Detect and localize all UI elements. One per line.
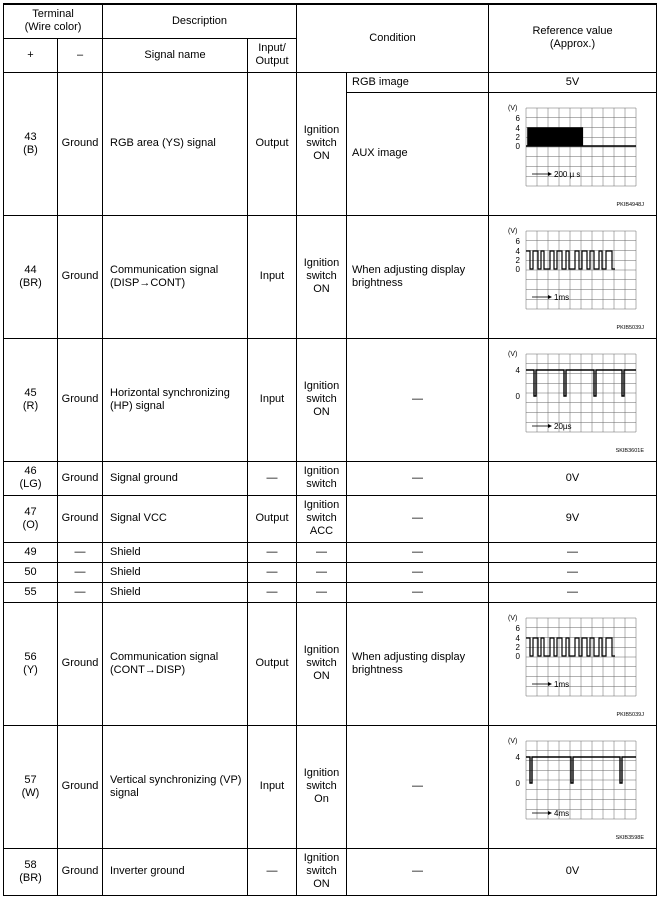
reference-waveform-cell bbox=[489, 338, 657, 461]
minus-cell: Ground bbox=[58, 495, 103, 542]
io-cell: — bbox=[248, 542, 297, 562]
terminal-cell bbox=[4, 215, 58, 338]
volt-tick-label: 0 bbox=[515, 391, 520, 401]
terminal-cell bbox=[4, 602, 58, 725]
reference-label: Reference value bbox=[532, 25, 613, 38]
terminal-number: 45 bbox=[24, 386, 37, 399]
terminal-cell bbox=[4, 582, 58, 602]
ignition-condition-cell: — bbox=[297, 582, 347, 602]
condition-cell: — bbox=[347, 725, 489, 848]
reference-value-cell: 0V bbox=[489, 848, 657, 895]
volt-unit-label: (V) bbox=[507, 227, 517, 235]
io-label-2: Output bbox=[255, 55, 289, 67]
ignition-condition-cell: — bbox=[297, 542, 347, 562]
condition-cell: When adjusting display brightness bbox=[347, 602, 489, 725]
signal-name-cell: Inverter ground bbox=[103, 848, 248, 895]
volt-tick-label: 0 bbox=[515, 778, 520, 788]
wire-color: (BR) bbox=[19, 871, 42, 884]
reference-value-cell: — bbox=[489, 582, 657, 602]
io-header bbox=[248, 38, 297, 72]
minus-cell: Ground bbox=[58, 338, 103, 461]
reference-value-cell: 5V bbox=[489, 72, 657, 92]
ignition-condition-cell: Ignition switch ON bbox=[297, 338, 347, 461]
condition-cell: RGB image bbox=[347, 72, 489, 92]
signal-name-header: Signal name bbox=[103, 38, 248, 72]
volt-tick-label: 4 bbox=[515, 752, 520, 762]
signal-name-cell: Horizontal synchronizing (HP) signal bbox=[103, 338, 248, 461]
ignition-condition-cell: Ignition switch ON bbox=[297, 848, 347, 895]
terminal-cell bbox=[4, 461, 58, 495]
figure-code: PKIB5039J bbox=[615, 711, 644, 718]
volt-unit-label: (V) bbox=[507, 104, 517, 112]
volt-tick-label: 2 bbox=[515, 132, 520, 142]
io-cell: Input bbox=[248, 215, 297, 338]
signal-name-cell: Shield bbox=[103, 582, 248, 602]
ignition-condition-cell: Ignition switch ON bbox=[297, 72, 347, 215]
time-scale-label: 200 µ s bbox=[553, 169, 580, 179]
volt-unit-label: (V) bbox=[507, 737, 517, 745]
reference-waveform-cell bbox=[489, 92, 657, 215]
terminal-cell bbox=[4, 542, 58, 562]
volt-tick-label: 2 bbox=[515, 255, 520, 265]
ignition-condition-cell: Ignition switch On bbox=[297, 725, 347, 848]
volt-tick-label: 4 bbox=[515, 365, 520, 375]
figure-code: SKIB3601E bbox=[615, 447, 644, 454]
waveform-diagram bbox=[498, 344, 648, 456]
volt-tick-label: 6 bbox=[515, 113, 520, 123]
terminal-number: 43 bbox=[24, 130, 37, 143]
wire-color: (W) bbox=[21, 786, 40, 799]
terminal-cell bbox=[4, 72, 58, 215]
io-label-1: Input/ bbox=[258, 42, 286, 54]
terminal-cell bbox=[4, 562, 58, 582]
minus-cell: — bbox=[58, 582, 103, 602]
time-scale-label: 1ms bbox=[553, 679, 569, 689]
signal-name-cell: Communication signal (CONT→DISP) bbox=[103, 602, 248, 725]
io-cell: Input bbox=[248, 725, 297, 848]
wire-color: (O) bbox=[22, 518, 39, 531]
condition-cell: — bbox=[347, 562, 489, 582]
volt-unit-label: (V) bbox=[507, 350, 517, 358]
ignition-condition-cell: Ignition switch ACC bbox=[297, 495, 347, 542]
volt-tick-label: 0 bbox=[515, 141, 520, 151]
terminal-label: Terminal bbox=[32, 8, 74, 21]
volt-tick-label: 4 bbox=[515, 246, 520, 256]
figure-code: SKIB3598E bbox=[615, 834, 644, 841]
terminal-number: 55 bbox=[24, 585, 37, 598]
io-cell: Output bbox=[248, 602, 297, 725]
minus-cell: — bbox=[58, 562, 103, 582]
terminal-number: 58 bbox=[24, 858, 37, 871]
terminal-cell bbox=[4, 848, 58, 895]
terminal-number: 57 bbox=[24, 773, 37, 786]
condition-cell: — bbox=[347, 542, 489, 562]
waveform-diagram bbox=[498, 608, 648, 720]
ignition-condition-cell: Ignition switch bbox=[297, 461, 347, 495]
reference-waveform-cell bbox=[489, 602, 657, 725]
signal-name-cell: Communication signal (DISP→CONT) bbox=[103, 215, 248, 338]
signal-name-cell: Vertical synchronizing (VP) signal bbox=[103, 725, 248, 848]
volt-tick-label: 6 bbox=[515, 623, 520, 633]
terminal-number: 56 bbox=[24, 650, 37, 663]
volt-tick-label: 4 bbox=[515, 123, 520, 133]
io-cell: — bbox=[248, 562, 297, 582]
time-scale-label: 4ms bbox=[553, 808, 569, 818]
time-scale-label: 20µs bbox=[553, 421, 572, 431]
reference-value-cell: — bbox=[489, 542, 657, 562]
terminal-cell bbox=[4, 495, 58, 542]
minus-cell: — bbox=[58, 542, 103, 562]
volt-tick-label: 2 bbox=[515, 642, 520, 652]
reference-waveform-cell bbox=[489, 725, 657, 848]
condition-cell: — bbox=[347, 582, 489, 602]
minus-cell: Ground bbox=[58, 461, 103, 495]
terminal-number: 44 bbox=[24, 263, 37, 276]
wire-color-label: (Wire color) bbox=[24, 21, 82, 34]
reference-value-cell: 0V bbox=[489, 461, 657, 495]
wire-color: (Y) bbox=[23, 663, 38, 676]
volt-tick-label: 4 bbox=[515, 633, 520, 643]
wire-color: (BR) bbox=[19, 276, 42, 289]
plus-header: + bbox=[4, 38, 58, 72]
signal-name-cell: Signal ground bbox=[103, 461, 248, 495]
waveform-diagram bbox=[498, 731, 648, 843]
volt-tick-label: 0 bbox=[515, 651, 520, 661]
ignition-condition-cell: — bbox=[297, 562, 347, 582]
condition-cell: — bbox=[347, 338, 489, 461]
terminal-number: 46 bbox=[24, 465, 37, 477]
minus-header: – bbox=[58, 38, 103, 72]
minus-cell: Ground bbox=[58, 215, 103, 338]
minus-cell: Ground bbox=[58, 725, 103, 848]
signal-name-cell: Shield bbox=[103, 562, 248, 582]
terminal-reference-table bbox=[3, 3, 657, 896]
description-header: Description bbox=[103, 4, 297, 38]
ignition-condition-cell: Ignition switch ON bbox=[297, 215, 347, 338]
io-cell: Input bbox=[248, 338, 297, 461]
volt-unit-label: (V) bbox=[507, 614, 517, 622]
io-cell: — bbox=[248, 582, 297, 602]
wire-color: (B) bbox=[23, 143, 38, 156]
signal-name-cell: Signal VCC bbox=[103, 495, 248, 542]
io-cell: Output bbox=[248, 72, 297, 215]
reference-value-cell: — bbox=[489, 562, 657, 582]
volt-tick-label: 0 bbox=[515, 264, 520, 274]
reference-header bbox=[489, 4, 657, 72]
minus-cell: Ground bbox=[58, 72, 103, 215]
terminal-cell bbox=[4, 725, 58, 848]
figure-code: PKIB4948J bbox=[615, 201, 644, 208]
volt-tick-label: 6 bbox=[515, 236, 520, 246]
condition-cell: — bbox=[347, 461, 489, 495]
figure-code: PKIB5039J bbox=[615, 324, 644, 331]
condition-cell: When adjusting display brightness bbox=[347, 215, 489, 338]
wire-color: (LG) bbox=[19, 478, 42, 490]
signal-name-cell: Shield bbox=[103, 542, 248, 562]
wire-color: (R) bbox=[22, 399, 39, 412]
signal-name-cell: RGB area (YS) signal bbox=[103, 72, 248, 215]
minus-cell: Ground bbox=[58, 848, 103, 895]
terminal-number: 50 bbox=[24, 565, 37, 578]
ignition-condition-cell: Ignition switch ON bbox=[297, 602, 347, 725]
time-scale-label: 1ms bbox=[553, 292, 569, 302]
minus-cell: Ground bbox=[58, 602, 103, 725]
condition-cell: AUX image bbox=[347, 92, 489, 215]
reference-waveform-cell bbox=[489, 215, 657, 338]
waveform-diagram bbox=[498, 221, 648, 333]
condition-header: Condition bbox=[297, 4, 489, 72]
reference-value-cell: 9V bbox=[489, 495, 657, 542]
io-cell: — bbox=[248, 461, 297, 495]
approx-label: (Approx.) bbox=[549, 38, 596, 51]
condition-cell: — bbox=[347, 495, 489, 542]
waveform-diagram bbox=[498, 98, 648, 210]
terminal-header bbox=[4, 4, 103, 38]
terminal-number: 47 bbox=[24, 505, 37, 518]
io-cell: — bbox=[248, 848, 297, 895]
io-cell: Output bbox=[248, 495, 297, 542]
terminal-cell bbox=[4, 338, 58, 461]
terminal-number: 49 bbox=[24, 545, 37, 558]
condition-cell: — bbox=[347, 848, 489, 895]
